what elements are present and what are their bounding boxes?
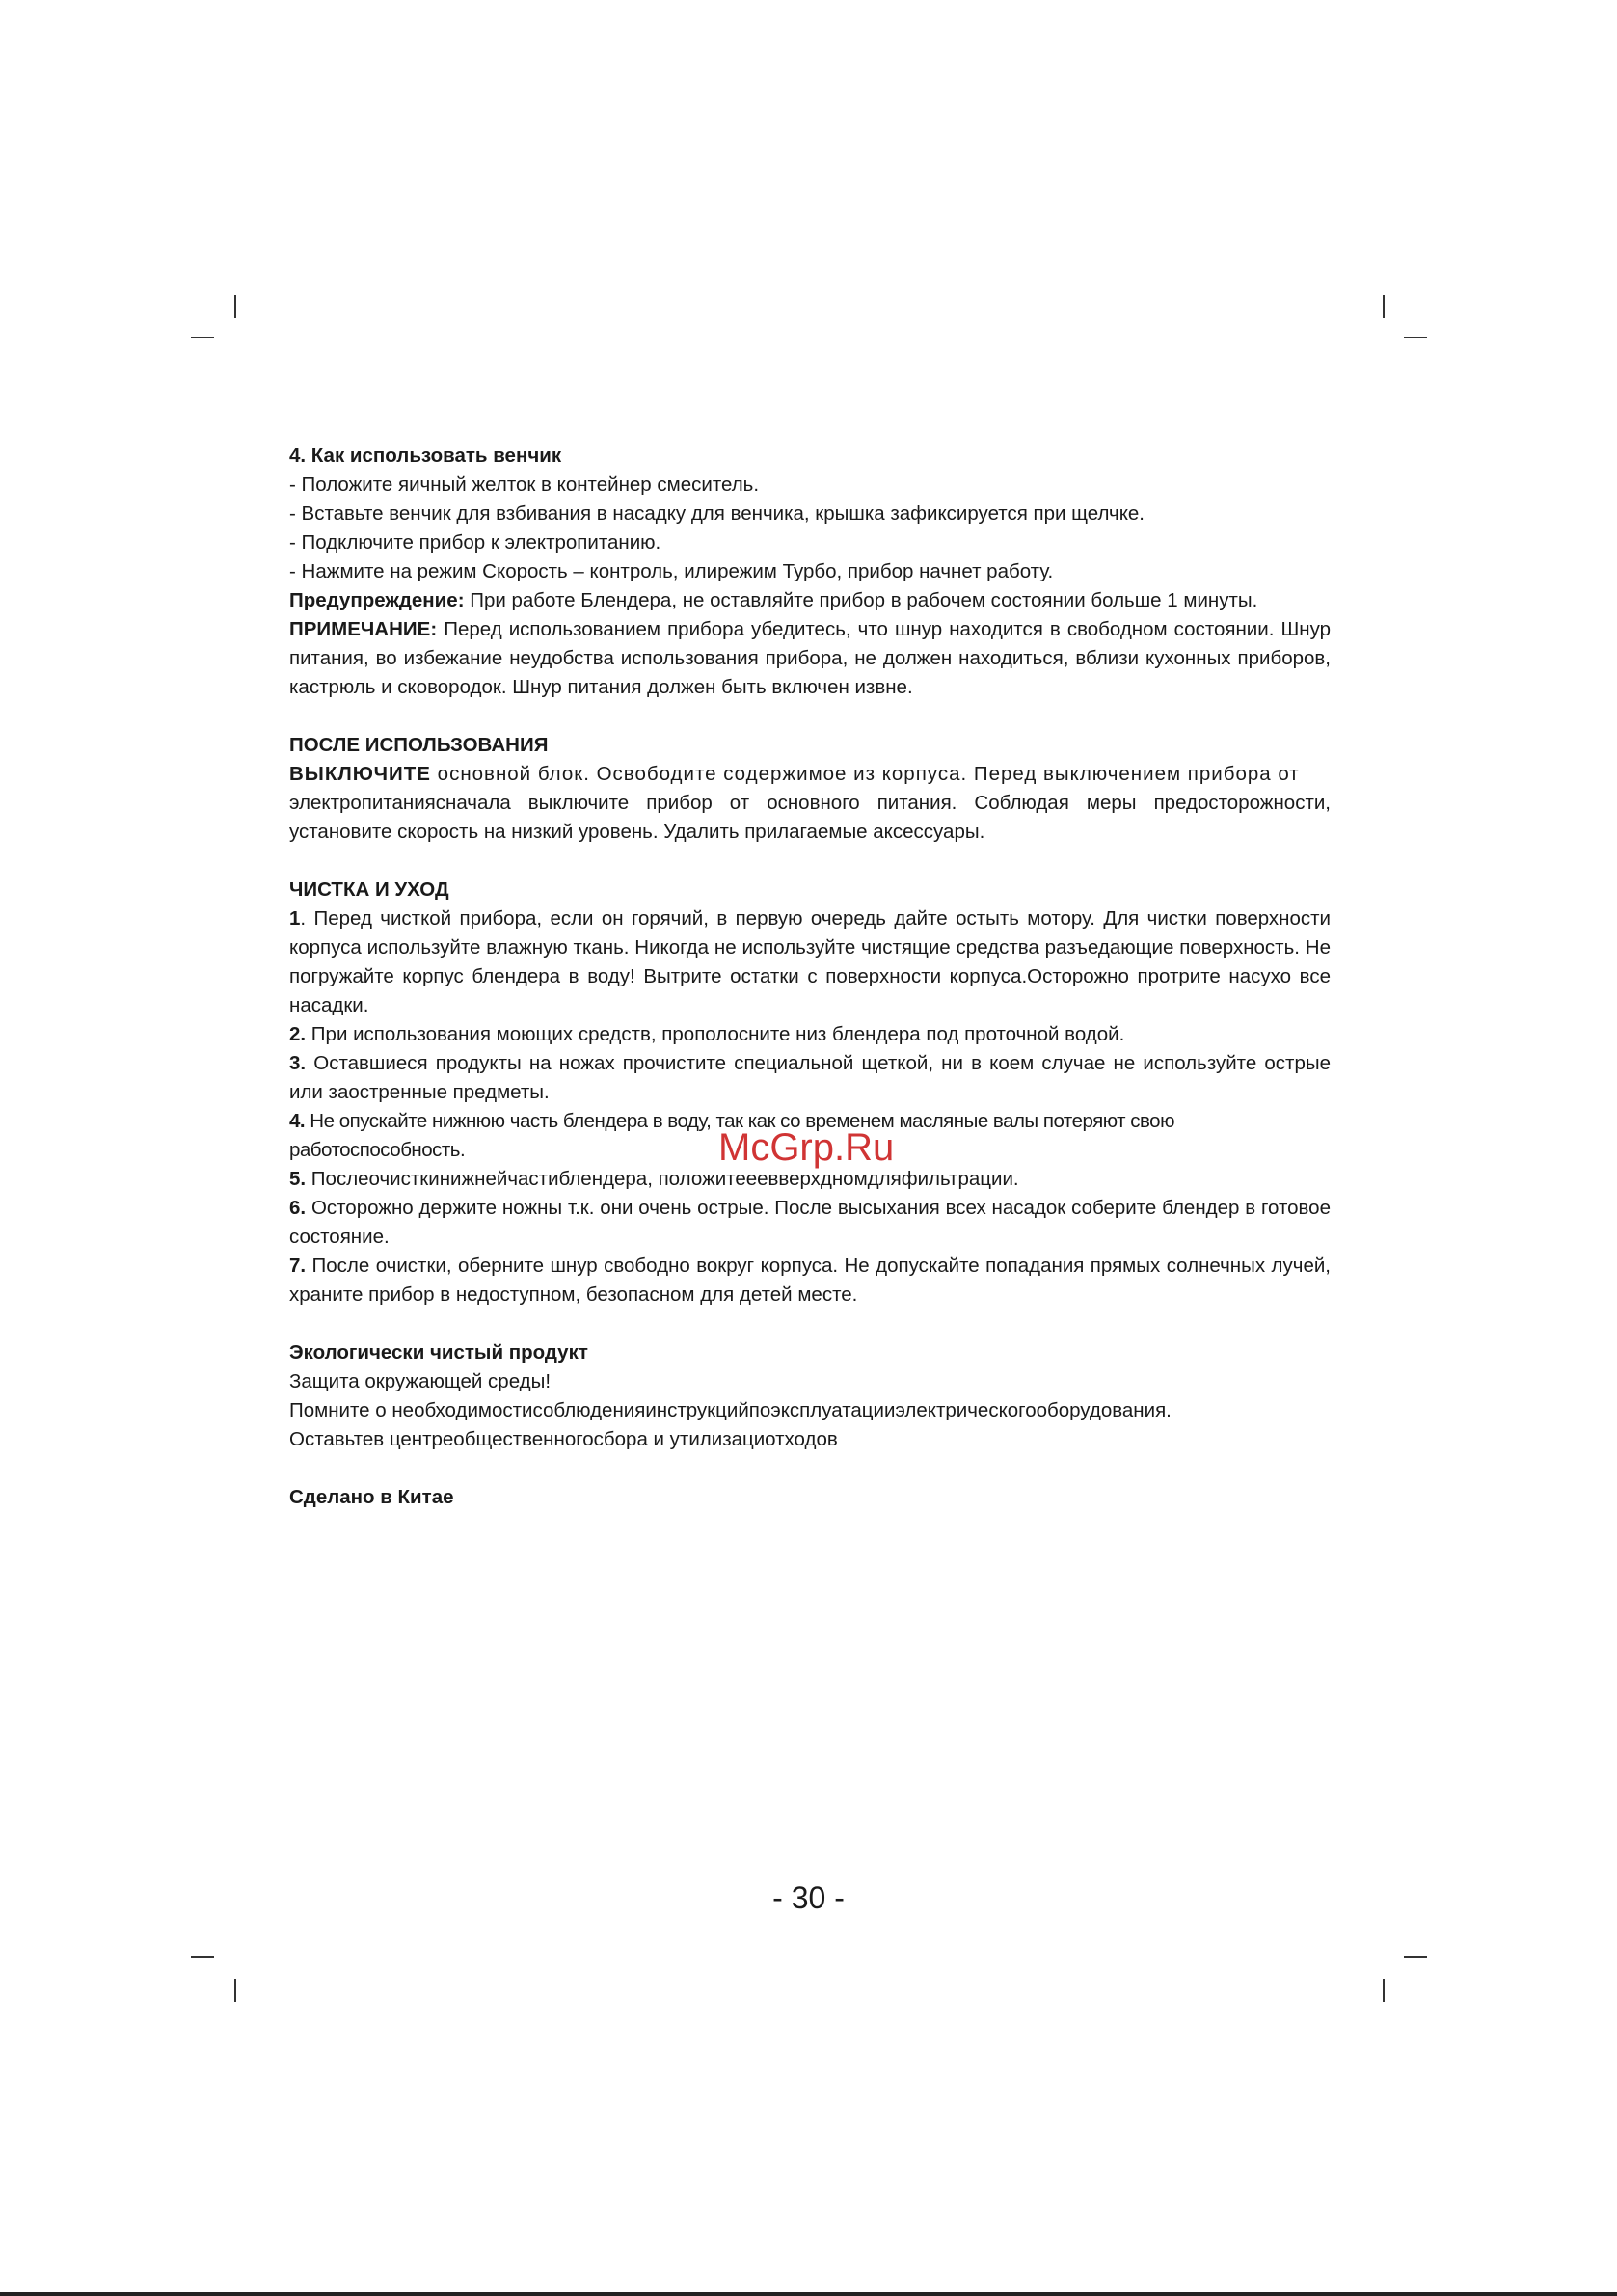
made-in-label: Сделано в Китае xyxy=(289,1486,454,1508)
cleaning-item-text: . Перед чисткой прибора, если он горячий, в первую очередь дайте остыть мотору. Для чистки поверхности корпуса используйте влажную ткань. Никогда не используйте чистящие средства разъедающие поверхность. Не погружайте корпус блендера в воду! Вытрите остатки с поверхности корпуса.Осторожно протрите насухо все насадки. xyxy=(289,907,1331,1016)
whisk-step-3: - Подключите прибор к электропитанию. xyxy=(289,531,661,554)
cleaning-item-6 xyxy=(289,1194,1331,1252)
section-eco xyxy=(289,1338,1331,1454)
cleaning-item-text: Не опускайте нижнюю часть блендера в воду, так как со временем масляные валы потеряют свою работоспособность. xyxy=(289,1110,1174,1161)
cleaning-item-number: 1 xyxy=(289,907,301,930)
crop-mark-top-left-horizontal xyxy=(191,337,214,338)
eco-line-2: Помните о необходимостисоблюденияинструкцийпоэксплуатацииэлектрическогооборудования. xyxy=(289,1399,1172,1421)
eco-line-3: Оставьтев центреобщественногосбора и утилизациотходов xyxy=(289,1428,838,1450)
after-use-lead-line xyxy=(289,760,1331,789)
cleaning-item-text: При использования моющих средств, прополосните низ блендера под проточной водой. xyxy=(306,1023,1125,1045)
crop-mark-bottom-left-horizontal xyxy=(191,1956,214,1958)
bottom-edge-rule xyxy=(0,2292,1617,2296)
after-use-body: электропитаниясначала выключите прибор от основного питания. Соблюдая меры предосторожности, установите скорость на низкий уровень. Удалить прилагаемые аксессуары. xyxy=(289,792,1331,843)
crop-mark-top-right-vertical xyxy=(1383,295,1385,318)
cleaning-item-1 xyxy=(289,905,1331,1020)
cleaning-item-2 xyxy=(289,1020,1331,1049)
whisk-step-4: - Нажмите на режим Скорость – контроль, илирежим Турбо, прибор начнет работу. xyxy=(289,560,1054,582)
document-body xyxy=(289,442,1331,1512)
page-number: - 30 - xyxy=(772,1880,845,1915)
warning-label: Предупреждение: xyxy=(289,589,465,611)
warning-paragraph xyxy=(289,586,1331,615)
section-cleaning xyxy=(289,876,1331,1310)
cleaning-item-text: Послеочисткинижнейчастиблендера, положитееевверхдномдляфильтрации. xyxy=(306,1168,1019,1190)
section-origin xyxy=(289,1483,1331,1512)
section-heading-after-use: ПОСЛЕ ИСПОЛЬЗОВАНИЯ xyxy=(289,734,549,756)
after-use-lead-label: ВЫКЛЮЧИТЕ xyxy=(289,763,431,785)
section-heading-cleaning: ЧИСТКА И УХОД xyxy=(289,878,449,901)
cleaning-item-number: 4. xyxy=(289,1110,306,1132)
whisk-step-2: - Вставьте венчик для взбивания в насадку для венчика, крышка зафиксируется при щелчке. xyxy=(289,502,1145,525)
crop-mark-bottom-right-horizontal xyxy=(1404,1956,1427,1958)
watermark-text: McGrp.Ru xyxy=(718,1126,895,1169)
section-after-use xyxy=(289,731,1331,847)
after-use-lead-text: основной блок. Освободите содержимое из корпуса. Перед выключением прибора от xyxy=(430,763,1300,785)
section-heading-whisk: 4. Как использовать венчик xyxy=(289,445,562,467)
note-text: Перед использованием прибора убедитесь, что шнур находится в свободном состоянии. Шнур питания, во избежание неудобства использования прибора, не должен находиться, вблизи кухонных приборов, кастрюль и сковородок. Шнур питания должен быть включен извне. xyxy=(289,618,1331,698)
note-label: ПРИМЕЧАНИЕ: xyxy=(289,618,438,640)
cleaning-item-number: 2. xyxy=(289,1023,307,1045)
crop-mark-top-right-horizontal xyxy=(1404,337,1427,338)
cleaning-item-text: После очистки, оберните шнур свободно вокруг корпуса. Не допускайте попадания прямых солнечных лучей, храните прибор в недоступном, безопасном для детей месте. xyxy=(289,1255,1331,1306)
cleaning-item-number: 7. xyxy=(289,1255,307,1277)
cleaning-item-3 xyxy=(289,1049,1331,1107)
warning-text: При работе Блендера, не оставляйте прибор в рабочем состоянии больше 1 минуты. xyxy=(464,589,1258,611)
crop-mark-bottom-left-vertical xyxy=(234,1979,236,2002)
cleaning-item-text: Оставшиеся продукты на ножах прочистите специальной щеткой, ни в коем случае не используйте острые или заостренные предметы. xyxy=(289,1052,1331,1103)
cleaning-item-7 xyxy=(289,1252,1331,1310)
cleaning-item-number: 5. xyxy=(289,1168,307,1190)
cleaning-item-text: Осторожно держите ножны т.к. они очень острые. После высыхания всех насадок соберите блендер в готовое состояние. xyxy=(289,1197,1331,1248)
crop-mark-bottom-right-vertical xyxy=(1383,1979,1385,2002)
whisk-step-1: - Положите яичный желток в контейнер смеситель. xyxy=(289,473,760,496)
cleaning-item-number: 3. xyxy=(289,1052,307,1074)
eco-line-1: Защита окружающей среды! xyxy=(289,1370,552,1392)
crop-mark-top-left-vertical xyxy=(234,295,236,318)
cleaning-item-number: 6. xyxy=(289,1197,307,1219)
note-paragraph xyxy=(289,615,1331,702)
section-heading-eco: Экологически чистый продукт xyxy=(289,1341,588,1364)
